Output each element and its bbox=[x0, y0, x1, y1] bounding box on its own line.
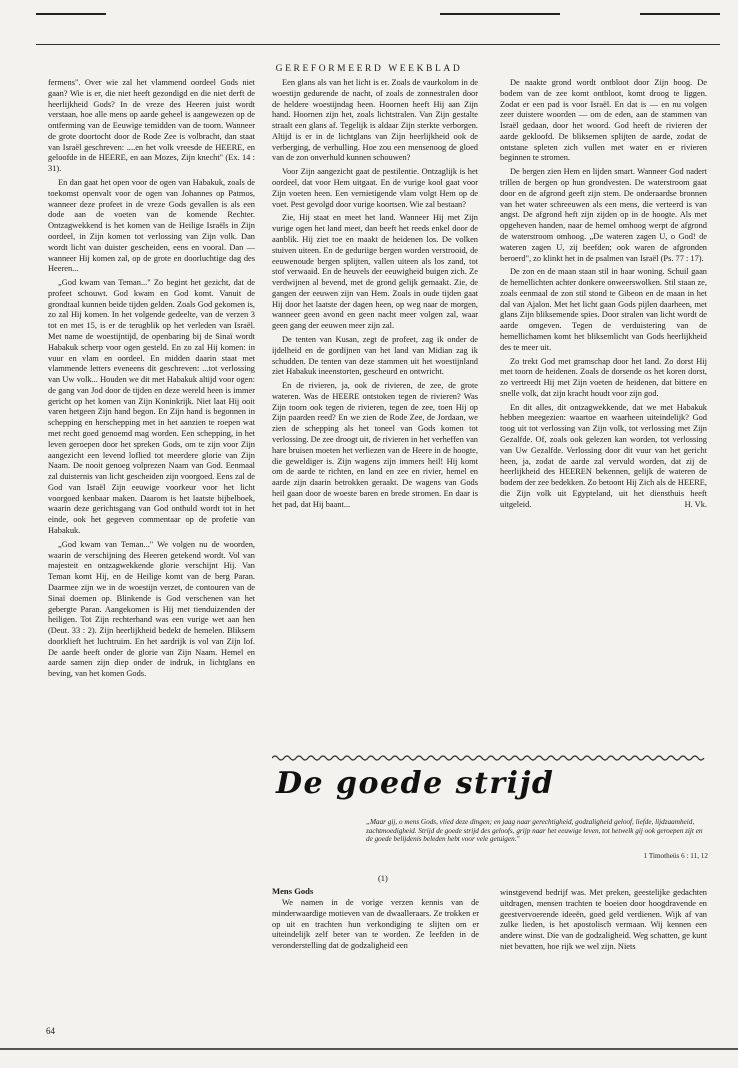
page-number: 64 bbox=[46, 1026, 55, 1036]
paragraph: De naakte grond wordt ontbloot door Zijn boog. De bodem van de zee komt ontbloot, komt droog te liggen. Zodat er een pad is voor Israël. En dat is — en nu volgen zeer duistere woorden — om de eden, aan de stammen van Israël gedaan, door het woord. God heeft de rivieren der aarde gekloofd. De bliksemen splijten de aarde, zodat de ontstane spleten zich vullen met water en er rivieren beginnen te stromen. bbox=[500, 78, 707, 163]
article-column-4 bbox=[272, 898, 479, 955]
author-signoff: H. Vk. bbox=[684, 499, 707, 509]
top-edge-mark bbox=[640, 13, 720, 15]
paragraph: winstgevend bedrijf was. Met preken, geestelijke gedachten uitdragen, mensen trachten te boeien door hoogdravende en geestvervoerende ideeën, goed geld verdienen. Wijk af van zulke lieden, is het apostolisch vermaan. Wij kennen een andere winst. Die van de godzaligheid. Weg schatten, ge kunt niet bevatten, hoe rijk we wel zijn. Niets bbox=[500, 888, 707, 951]
paragraph-text: En dit alles, dit ontzagwekkende, dat we met Habakuk hebben meegezien: waartoe en waarheen uiteindelijk? God toog uit tot verlossing van Zijn volk, tot verlossing met Zijn Gezalfde. Of, zoals ook gelezen kan worden, tot verlossing van Uw Gezalfde. Verlossing door dit vuur van het gericht heen, ja, zodat de aarde zal vervuld worden, dat zij de heerlijkheid des HEEREN bekennen, gelijk de wateren de bodem der zee bedekken. Zo betoont Hij Zich als de HEERE, die Zijn volk uit Egypteland, uit het diensthuis heeft uitgeleid. bbox=[500, 402, 707, 509]
bottom-rule bbox=[0, 1048, 738, 1050]
article-column-2 bbox=[272, 78, 478, 513]
article-column-5 bbox=[500, 888, 707, 956]
article-column-3 bbox=[500, 78, 707, 513]
paragraph: fermens". Over wie zal het vlammend oordeel Gods niet gaan? Wie is er, die niet heeft gezondigd en die niet derft de heerlijkheid Gods? In de vreze des Heeren juist wordt verstaan, hoe alle mens op aarde geheel is aangewezen op de ontferming van de Eeuwige temidden van de toorn. Wanneer de grote doortocht door de Rode Zee is volbracht, dan staat van Israël geschreven: ....en het volk vreesde de HEERE, en geloofde in de HEERE, en aan Mozes, Zijn knecht" (Ex. 14 : 31). bbox=[48, 78, 255, 174]
paragraph: De zon en de maan staan stil in haar woning. Schuil gaan de hemellichten achter donkere onweerswolken. Stil staan ze, zoals eenmaal de zon stil stond te Gibeon en de maan in het dal van Ajalon. Met het licht gaan Gods pijlen daarheen, met glans Zijn bliksemende spies. Door stralen van licht wordt de aarde omgeven. Tegen de verduistering van de hemellichamen komt het bliksemlicht van Gods heerlijkheid des te meer uit. bbox=[500, 267, 707, 352]
paragraph: De bergen zien Hem en lijden smart. Wanneer God nadert trillen de bergen op hun grondvesten. De waterstroom gaat door en de afgrond geeft zijn stem. De onderaardse bronnen van het water schreeuwen als een mens, die verteerd is van angst. De afgrond heft zijn zijden op in de hoogte. Als met opgeheven handen, naar de hemel omhoog werpt de afgrond de waterstroom omhoog. „De wateren zagen U, o God! de wateren zagen U, zij beefden; ook waren de afgronden beroerd", zo klinkt het in de psalmen van Israël (Ps. 77 : 17). bbox=[500, 167, 707, 263]
section-title: De goede strijd bbox=[276, 766, 555, 801]
paragraph: De tenten van Kusan, zegt de profeet, zag ik onder de ijdelheid en de gordijnen van het land van Midian zag ik schudden. De tenten van deze stammen uit het woestijnland ziet Habakuk ineenstorten, gescheurd en ontwricht. bbox=[272, 334, 478, 377]
paragraph: Zie, Hij staat en meet het land. Wanneer Hij met Zijn vurige ogen het land meet, dan beeft het reeds enkel door de aanblik. Hij ziet toe en maakt de heidenen los. De volken stuiven uiteen. En de geduriige bergen worden verstrooid, de eeuwenoude bergen splijten, vallen uiteen als los zand, tot stof verwaaid. En de heuvels der eeuwigheid buigen zich. Ze verdwijnen al bevend, met de grond gelijk gemaakt. Zie, de gangen der eeuwen zijn van Hem. Zoals in oude tijden gaat Hij door het laatste der dagen heen, op weg naar de morgen, wanneer geen avond en geen nacht meer volgen zal, waar geen gang der eeuwen meer zijn zal. bbox=[272, 213, 478, 331]
paragraph: En de rivieren, ja, ook de rivieren, de zee, de grote wateren. Was de HEERE ontstoken tegen de rivieren? Was Zijn toorn ook tegen de rivieren, tegen de zee, toen Hij op Zijn paarden reed? En we zien de Rode Zee, de Jordaan, we zien de schepping als het toneel van Gods komen tot verlossing. De zee droogt uit, de rivieren in het verheffen van hare bruisen moeten het verliezen van de Heere in de hoogte, die geweldiger is. Zijn wagens zijn immers heil! Hij komt om de aarde te richten, en land en zee en rivier, hemel en aarde zijn daarin betrokken geraakt. De wagens van Gods heil gaan door de woeste baren en brede stromen. En daar is het pad, dat Hij baant... bbox=[272, 381, 478, 509]
paragraph: Een glans als van het licht is er. Zoals de vaurkolom in de woestijn gedurende de nacht, of zoals de zonnestralen door de heldere woestijndag heen. Hoornen heeft Hij aan Zijn hand. Hoornen zijn het, zoals lichtstralen. Van Zijn gestalte straalt een glans af. Tegelijk is aldaar Zijn sterkte verborgen. Altijd is er in de lichtglans van Zijn heerlijkheid ook de verberging, de verhulling. Hoe zou een mensenoog de gloed van de zon onverhuld kunnen schouwen? bbox=[272, 78, 478, 163]
paragraph: Zo trekt God met gramschap door het land. Zo dorst Hij met toorn de heidenen. Zoals de dorsende os het koren dorst, zo vertreedt Hij met Zijn voeten de heidenen, dat bittere en snelle volk, dat zijn kracht houdt voor zijn god. bbox=[500, 356, 707, 398]
paragraph bbox=[500, 403, 707, 511]
paragraph: „God kwam van Teman..." We volgen nu de woorden, waarin de verschijning des Heeren getekend wordt. Vol van majesteit en ontzagwekkende glorie verschijnt Hij. Van Teman komt Hij, en de Heilige komt van de berg Paran. Daarmee zijn we in de woestijn verzet, de contouren van de Sinaï doemen op. Blinkende is God verschenen van het gebergte Paran. Aangekomen is Hij met tienduizenden der heiligen. Tot Zijn rechterhand was een vurige wet aan hen (Deut. 33 : 2). Zijn heerlijkheid bedekt de hemelen. Bliksem doorklieft het luchtruim. En het aardrijk is vol van Zijn lof. De aarde beeft onder de glorie van Zijn Naam. Hemel en aarde samen zijn diep onder de indruk, in lichtglans en beving, van het komen Gods. bbox=[48, 539, 255, 679]
paragraph: „God kwam van Teman..." Zo begint het gezicht, dat de profeet schouwt. God kwam en God komt. Vanuit de grondtaal kunnen beide tijden gelden. Zoals God gekomen is, zo zal Hij komen. In het volgende gedeelte, van de verzen 3 tot en met 15, is er de terugblik op het verleden van Israël. Met name de woestijntijd, de openbaring bij de Sinaï wordt Habakuk scherp voor ogen gesteld. En zo zal Hij komen: in vuur en vlam en oordeel. En midden daarin staat met vlammende letters eveneens dit geschreven: ...tot verlossing van Uw volk... Houden we dit met Habakuk altijd voor ogen: de gang van Jod door de tijden en deze wereld heen is immer gericht op het komen van Zijn Koninkrijk. Niet laat Hij ooit varen hetgeen Zijn hand begon. En Zijn hand is begonnen in schepping en herschepping met in het aanzien te roepen wat met recht goed genoemd mag worden. Een schepping, in het leven geroepen door het spreken Gods, om te zijn voor Zijn aangezicht een levend loflied tot meerdere glorie van Zijn Naam. De nooit genoeg volprezen Naam van God. Eenmaal zal duisternis van licht gescheiden zijn voorgoed. Eens zal de God van Israël Zijn eeuwige voorkeur voor het licht voorgoed kenbaar maken. Daarom is het laatste bijbelboek, waarin deze gerichtsgang van God onthuld wordt tot in het einde, ook het gegeven commentaar op de profetie van Habakuk. bbox=[48, 278, 255, 536]
subheading: Mens Gods bbox=[272, 886, 314, 896]
epigraph-reference: 1 Timotheüs 6 : 11, 12 bbox=[643, 852, 708, 860]
paragraph: We namen in de vorige verzen kennis van de minderwaardige motieven van de dwaalleraars. Ze trokken er op uit en trachten hun verkondiging te slijten om er uiteindelijk zelf beter van te worden. Ze leefden in de veronderstelling dat de godzaligheid een bbox=[272, 898, 479, 951]
masthead: GEREFORMEERD WEEKBLAD bbox=[275, 64, 463, 74]
epigraph-quote: „Maar gij, o mens Gods, vlied deze dingen; en jaag naar gerechtigheid, godzaligheid geloof, liefde, lijdzaamheid, zachtmoedigheid. Strijd de goede strijd des geloofs, grijp naar het eeuwige leven, tot hetwelk gij ook geroepen zijt en de goede belijdenis beleden hebt voor vele getuigen." bbox=[366, 818, 703, 844]
article-column-1 bbox=[48, 78, 255, 683]
part-number: (1) bbox=[378, 874, 388, 883]
top-edge-mark bbox=[440, 13, 560, 15]
header-rule bbox=[36, 44, 720, 45]
top-edge-mark bbox=[36, 13, 106, 15]
paragraph: Voor Zijn aangezicht gaat de pestilentie. Ontzaglijk is het oordeel, dat voor Hem uitgaat. En de vurige kool gaat voor Zijn voeten heen. Een vernietigende vlam volgt Hem op de voet. Pest gevolgd door vurige koortsen. Wie zal bestaan? bbox=[272, 167, 478, 209]
paragraph: En dan gaat het open voor de ogen van Habakuk, zoals de toekomst openvalt voor de ogen van Johannes op Patmos, wanneer deze profeet in de vreze Gods gevallen is als een dode aan de voeten van de komende Rechter. Ontzagwekkend is het komen van de Heilige Israëls in Zijn oordeel, in Zijn komen tot verlossing van Zijn volk. Dan wordt licht van duister gescheiden, eens en vooral. Dan — wanneer Hij komen zal, op de grote en doorluchtige dag des Heeren... bbox=[48, 178, 255, 274]
wavy-divider bbox=[272, 754, 708, 762]
